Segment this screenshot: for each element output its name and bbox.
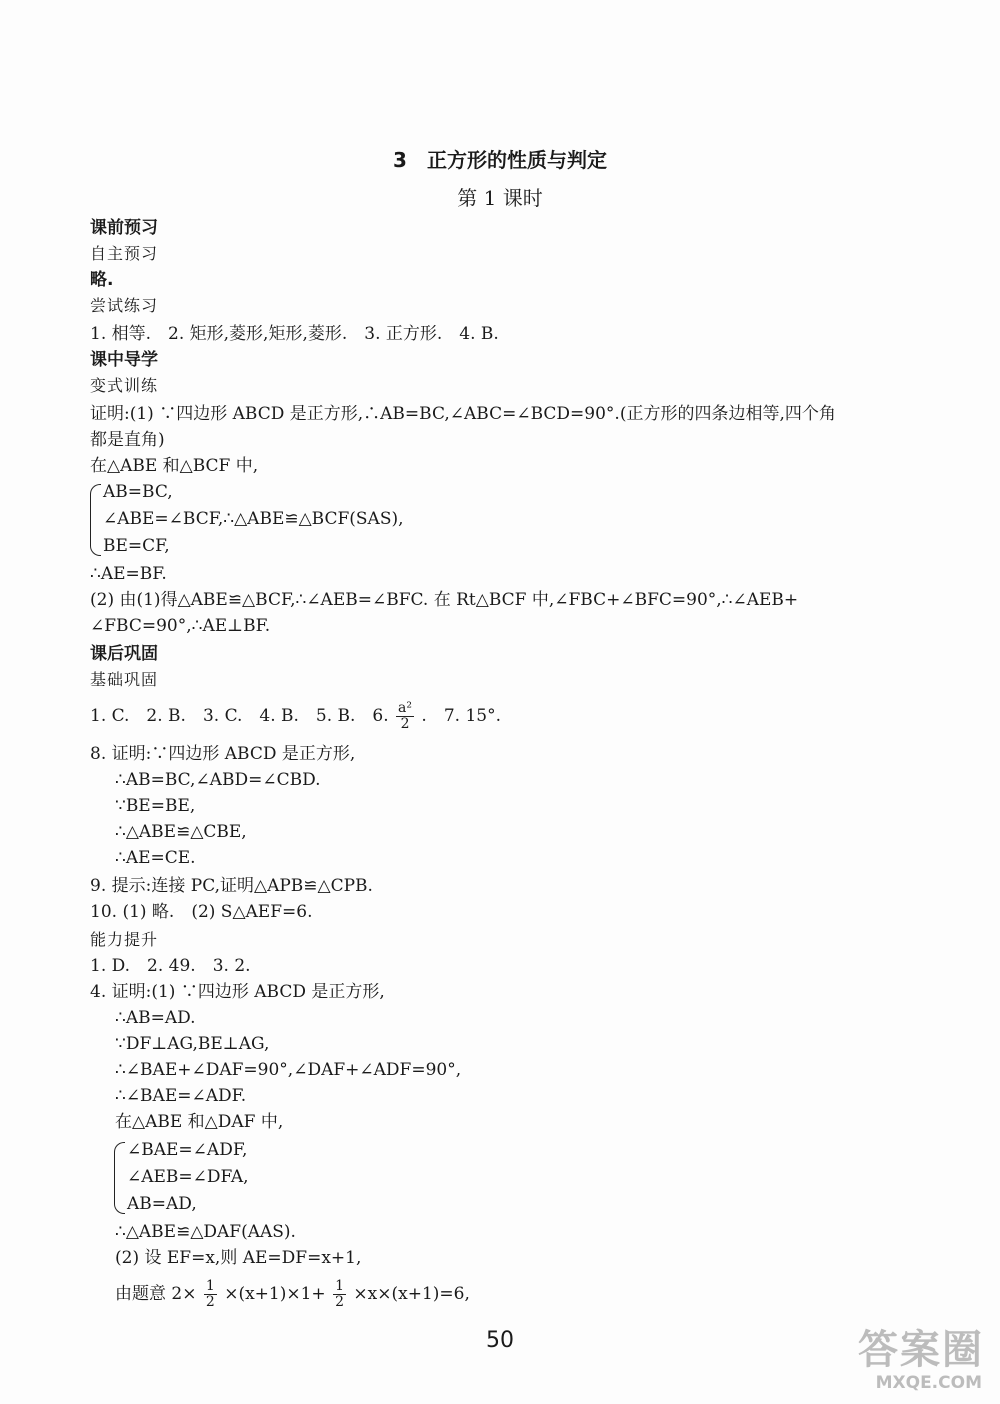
equation-text: 由题意 2× — [115, 1284, 197, 1304]
proof-line: ∴AB=AD. — [115, 1008, 196, 1028]
proof-line: ∵DF⊥AG,BE⊥AG, — [115, 1034, 270, 1054]
subheading-basic-consolidation: 基础巩固 — [90, 670, 159, 689]
proof-line: ∴AE=BF. — [90, 564, 167, 584]
proof-line: AB=AD, — [127, 1194, 197, 1214]
hint-line: 9. 提示:连接 PC,证明△APB≌△CPB. — [90, 876, 373, 896]
fraction-numerator: a² — [398, 700, 413, 716]
proof-line: 在△ABE 和△BCF 中, — [90, 456, 259, 476]
proof-line: ∴△ABE≌△CBE, — [115, 822, 247, 842]
system-brace — [114, 1142, 125, 1214]
proof-line: ∴∠BAE=∠ADF. — [115, 1086, 247, 1106]
proof-line: ∴AE=CE. — [115, 848, 196, 868]
watermark-url: MXQE.COM — [875, 1373, 982, 1393]
subheading-ability-improvement: 能力提升 — [90, 930, 159, 949]
answer-line — [90, 696, 501, 736]
fraction — [333, 1279, 346, 1310]
proof-line: (2) 由(1)得△ABE≌△BCF,∴∠AEB=∠BFC. 在 Rt△BCF 中,∠FBC+∠BFC=90°,∴∠AEB+ — [90, 590, 799, 610]
watermark-logo-text: 答案圈 — [858, 1327, 984, 1373]
equation-text: ×x×(x+1)=6, — [353, 1284, 470, 1304]
equation-text: ×(x+1)×1+ — [224, 1284, 326, 1304]
fraction-denominator: 2 — [205, 1294, 215, 1310]
fraction-denominator: 2 — [335, 1294, 344, 1310]
proof-line: ∠ABE=∠BCF,∴△ABE≌△BCF(SAS), — [103, 509, 404, 529]
fraction — [396, 701, 414, 732]
proof-line: (2) 设 EF=x,则 AE=DF=x+1, — [115, 1248, 362, 1268]
answer-line: 1. D. 2. 49. 3. 2. — [90, 956, 251, 976]
proof-line: AB=BC, — [103, 482, 173, 502]
fraction-numerator: 1 — [335, 1278, 344, 1294]
fraction-numerator: 1 — [205, 1278, 215, 1294]
proof-line: ∠FBC=90°,∴AE⊥BF. — [90, 616, 271, 636]
answer-text: . 7. 15°. — [421, 706, 501, 726]
watermark — [850, 1318, 990, 1393]
fraction-denominator: 2 — [400, 716, 410, 732]
proof-line: ∴AB=BC,∠ABD=∠CBD. — [115, 770, 321, 790]
answer-line: 10. (1) 略. (2) S△AEF=6. — [90, 902, 313, 922]
proof-line: ∵BE=BE, — [115, 796, 196, 816]
proof-line: ∴△ABE≌△DAF(AAS). — [115, 1222, 296, 1242]
answer-text: 1. C. 2. B. 3. C. 4. B. 5. B. 6. — [90, 706, 389, 726]
proof-line: 都是直角) — [90, 430, 165, 450]
answer-line: 1. 相等. 2. 矩形,菱形,矩形,菱形. 3. 正方形. 4. B. — [90, 324, 499, 344]
proof-line: 证明:(1) ∵四边形 ABCD 是正方形,∴AB=BC,∠ABC=∠BCD=90°.(正方形的四条边相等,四个角 — [90, 404, 836, 424]
proof-line: 4. 证明:(1) ∵四边形 ABCD 是正方形, — [90, 982, 385, 1002]
lesson-subtitle: 第 1 课时 — [457, 186, 543, 210]
subheading-try-practice: 尝试练习 — [90, 296, 159, 315]
heading-in-class: 课中导学 — [90, 350, 158, 370]
heading-after-class: 课后巩固 — [90, 644, 158, 664]
proof-line: ∠BAE=∠ADF, — [127, 1140, 248, 1160]
fraction — [204, 1279, 217, 1310]
proof-line: 在△ABE 和△DAF 中, — [115, 1112, 284, 1132]
page-number: 50 — [486, 1328, 514, 1353]
system-brace — [90, 484, 101, 556]
equation-line — [115, 1274, 470, 1314]
proof-line: 8. 证明:∵四边形 ABCD 是正方形, — [90, 744, 356, 764]
section-title: 3 正方形的性质与判定 — [393, 148, 607, 172]
answer-line: 略. — [90, 270, 114, 290]
proof-line: BE=CF, — [103, 536, 170, 556]
subheading-variant-training: 变式训练 — [90, 376, 159, 395]
proof-line: ∴∠BAE+∠DAF=90°,∠DAF+∠ADF=90°, — [115, 1060, 462, 1080]
heading-pre-class: 课前预习 — [90, 218, 158, 238]
subheading-self-preview: 自主预习 — [90, 244, 159, 263]
proof-line: ∠AEB=∠DFA, — [127, 1167, 249, 1187]
